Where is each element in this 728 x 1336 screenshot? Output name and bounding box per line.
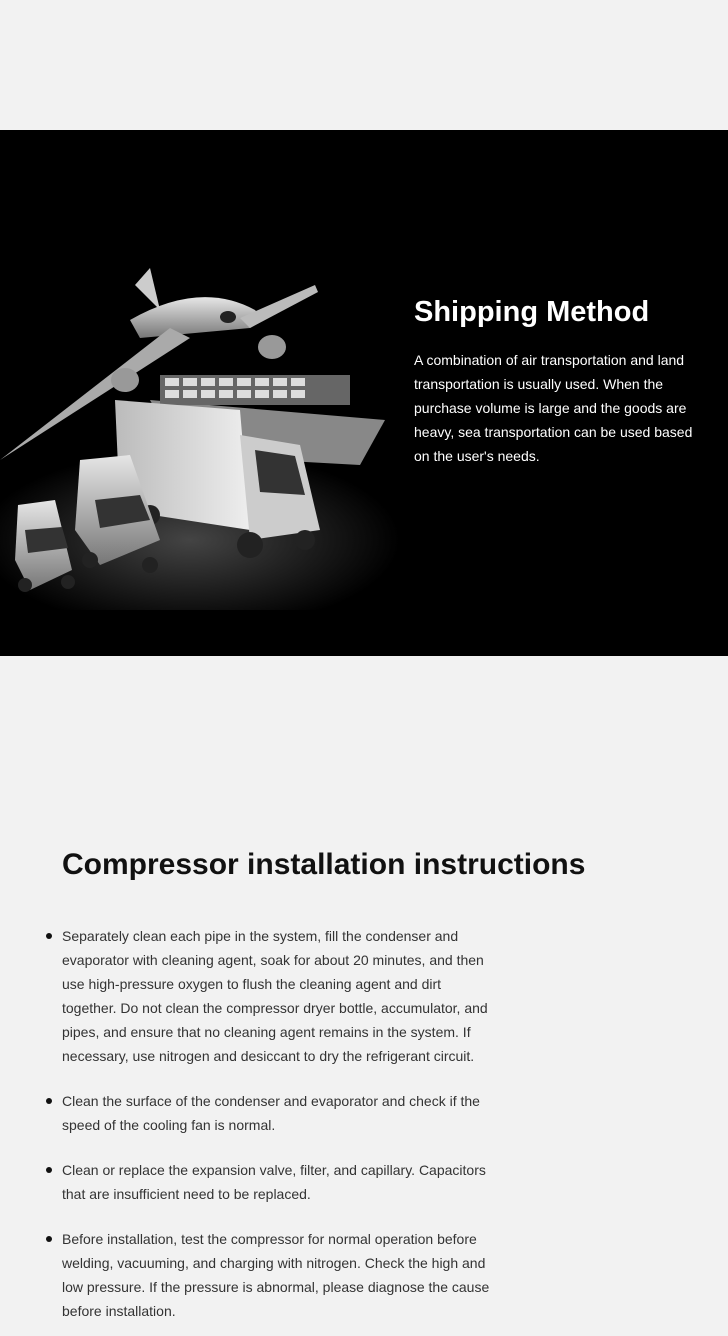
section-gap <box>0 656 728 846</box>
shipping-description: A combination of air transportation and land transportation is usually used. When the purchase volume is large and the goods are heavy, sea transportation can be used based on the user's needs. <box>414 352 693 464</box>
list-item-text: Clean the surface of the condenser and evaporator and check if the speed of the cooling fan is normal. <box>62 1093 480 1133</box>
list-item <box>62 924 492 1068</box>
list-item <box>62 1089 492 1137</box>
shipping-title: Shipping Method <box>414 296 650 328</box>
list-item-text: Separately clean each pipe in the system, fill the condenser and evaporator with cleaning agent, soak for about 20 minutes, and then use high-pressure oxygen to flush the cleaning agent and dirt together. Do not clean the compressor dryer bottle, accumulator, and pipes, and ensure that no cleaning agent remains in the system. If necessary, use nitrogen and desiccant to dry the refrigerant circuit. <box>62 928 488 1064</box>
list-item-text: Clean or replace the expansion valve, filter, and capillary. Capacitors that are insufficient need to be replaced. <box>62 1162 486 1202</box>
list-item <box>62 1158 492 1206</box>
bullet-icon <box>46 1236 52 1242</box>
bullet-icon <box>46 933 52 939</box>
bullet-icon <box>46 1098 52 1104</box>
install-title: Compressor installation instructions <box>62 848 586 881</box>
bullet-icon <box>46 1167 52 1173</box>
list-item <box>62 1227 492 1323</box>
list-item-text: Before installation, test the compressor for normal operation before welding, vacuuming, and charging with nitrogen. Check the high and low pressure. If the pressure is abnormal, please diagnose the cause before installation. <box>62 1231 490 1319</box>
transport-vehicles-image <box>0 210 400 610</box>
install-section <box>0 846 728 1323</box>
shipping-text-block <box>414 294 706 468</box>
shipping-section <box>0 130 728 656</box>
top-spacer <box>0 0 728 130</box>
install-list <box>62 924 492 1323</box>
